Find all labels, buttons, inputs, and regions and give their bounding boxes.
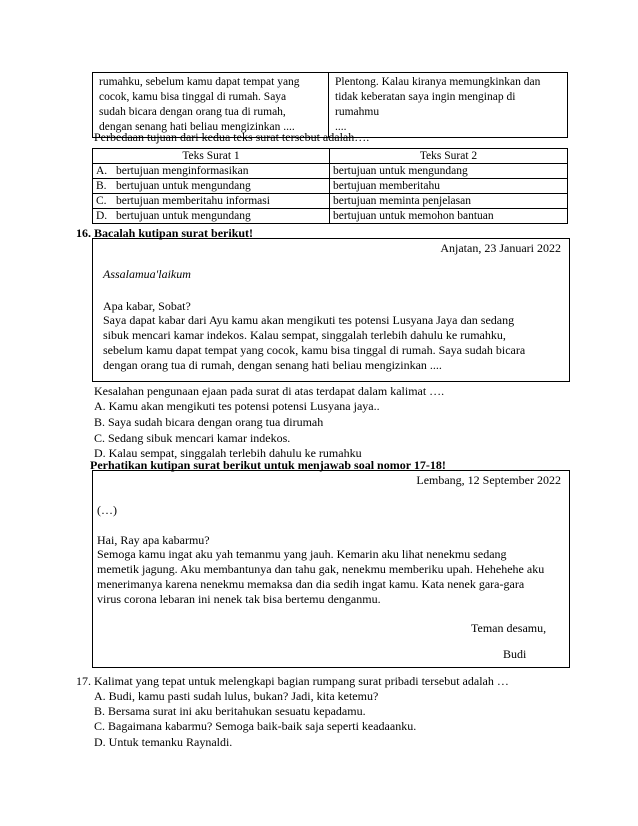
- right-line: tidak keberatan saya ingin menginap di rumahmu: [335, 91, 516, 118]
- letter1-excerpt-cell: [93, 73, 329, 138]
- option-letter: A.: [96, 165, 108, 177]
- option-letter: B.: [96, 180, 107, 192]
- letter-box-q17-18: [92, 470, 570, 668]
- q17-option-d: D. Untuk temanku Raynaldi.: [94, 735, 233, 749]
- letter-greeting: Hai, Ray apa kabarmu?: [97, 533, 210, 547]
- q17-option-b: B. Bersama surat ini aku beritahukan sesuatu kepadamu.: [94, 704, 366, 718]
- q16-heading: 16. Bacalah kutipan surat berikut!: [76, 226, 254, 240]
- header-teks-surat-1: Teks Surat 1: [93, 149, 330, 164]
- letter-body-line: sibuk mencari kamar indekos. Kalau sempat, singgalah terlebih dahulu ke rumahku,: [103, 328, 506, 342]
- option-col1: bertujuan untuk mengundang: [116, 180, 251, 192]
- left-line: cocok, kamu bisa tinggal di rumah. Saya: [99, 91, 287, 103]
- letter-salutation: Assalamua'laikum: [103, 267, 191, 281]
- q17-option-a: A. Budi, kamu pasti sudah lulus, bukan? Jadi, kita ketemu?: [94, 689, 379, 703]
- letter-body-line: virus corona lebaran ini nenek tak bisa bertemu denganmu.: [97, 592, 381, 606]
- header-teks-surat-2: Teks Surat 2: [330, 149, 568, 164]
- q16-question: Kesalahan pengunaan ejaan pada surat di atas terdapat dalam kalimat ….: [94, 384, 445, 398]
- letter-greeting: Apa kabar, Sobat?: [103, 299, 191, 313]
- letter-body-line: memetik jagung. Aku membantunya dan tahu gak, nenekmu memberiku upah. Hehehehe aku: [97, 562, 545, 576]
- q16-option-c: C. Sedang sibuk mencari kamar indekos.: [94, 431, 291, 445]
- left-line: dengan senang hati beliau mengizinkan ....: [99, 121, 295, 133]
- right-line: Plentong. Kalau kiranya memungkinkan dan: [335, 76, 541, 88]
- q17-question: 17. Kalimat yang tepat untuk melengkapi bagian rumpang surat pribadi tersebut adalah …: [76, 674, 509, 688]
- letter2-excerpt-cell: [329, 73, 568, 138]
- left-line: sudah bicara dengan orang tua di rumah,: [99, 106, 286, 118]
- option-col2: bertujuan memberitahu: [330, 179, 568, 194]
- option-col1: bertujuan menginformasikan: [116, 165, 249, 177]
- letter-date: Anjatan, 23 Januari 2022: [440, 241, 561, 255]
- option-col1: bertujuan untuk mengundang: [116, 210, 251, 222]
- option-letter: D.: [96, 210, 108, 222]
- letter-body-line: menerimanya karena nenekmu memaksa dan dia sedih ingat kamu. Kata nenek gara-gara: [97, 577, 525, 591]
- letter-closing: Teman desamu,: [471, 621, 547, 635]
- table-row: [93, 164, 568, 179]
- option-col2: bertujuan untuk mengundang: [330, 164, 568, 179]
- option-col1: bertujuan memberitahu informasi: [116, 195, 270, 207]
- letter-signature: Budi: [503, 647, 527, 661]
- option-letter: C.: [96, 195, 107, 207]
- letter-box-q16: [92, 238, 570, 382]
- q16-option-a: A. Kamu akan mengikuti tes potensi potensi Lusyana jaya..: [94, 399, 380, 413]
- purpose-comparison-table: [92, 148, 568, 224]
- table-row: [93, 194, 568, 209]
- letter-body-line: sebelum kamu dapat tempat yang cocok, kamu bisa tinggal di rumah. Saya sudah bicara: [103, 343, 526, 357]
- option-col2: bertujuan meminta penjelasan: [330, 194, 568, 209]
- table-row: [93, 209, 568, 224]
- option-col2: bertujuan untuk memohon bantuan: [330, 209, 568, 224]
- q16-option-d: D. Kalau sempat, singgalah terlebih dahulu ke rumahku: [94, 446, 362, 460]
- letter-date: Lembang, 12 September 2022: [416, 473, 561, 487]
- letter-body-line: dengan orang tua di rumah, dengan senang hati beliau mengizinkan ....: [103, 358, 442, 372]
- letter-body-line: Saya dapat kabar dari Ayu kamu akan mengikuti tes potensi Lusyana Jaya dan sedang: [103, 313, 515, 327]
- table-row: [93, 179, 568, 194]
- previous-letters-table: [92, 72, 568, 138]
- letter-body-line: Semoga kamu ingat aku yah temanmu yang jauh. Kemarin aku lihat nenekmu sedang: [97, 547, 507, 561]
- right-line: ....: [335, 121, 347, 133]
- q16-option-b: B. Saya sudah bicara dengan orang tua dirumah: [94, 415, 324, 429]
- q17-18-instruction: Perhatikan kutipan surat berikut untuk menjawab soal nomor 17-18!: [90, 458, 446, 472]
- q15-question: Perbedaan tujuan dari kedua teks surat tersebut adalah….: [94, 130, 370, 144]
- left-line: rumahku, sebelum kamu dapat tempat yang: [99, 76, 300, 88]
- q17-option-c: C. Bagaimana kabarmu? Semoga baik-baik saja seperti keadaanku.: [94, 719, 417, 733]
- letter-placeholder: (…): [97, 503, 117, 517]
